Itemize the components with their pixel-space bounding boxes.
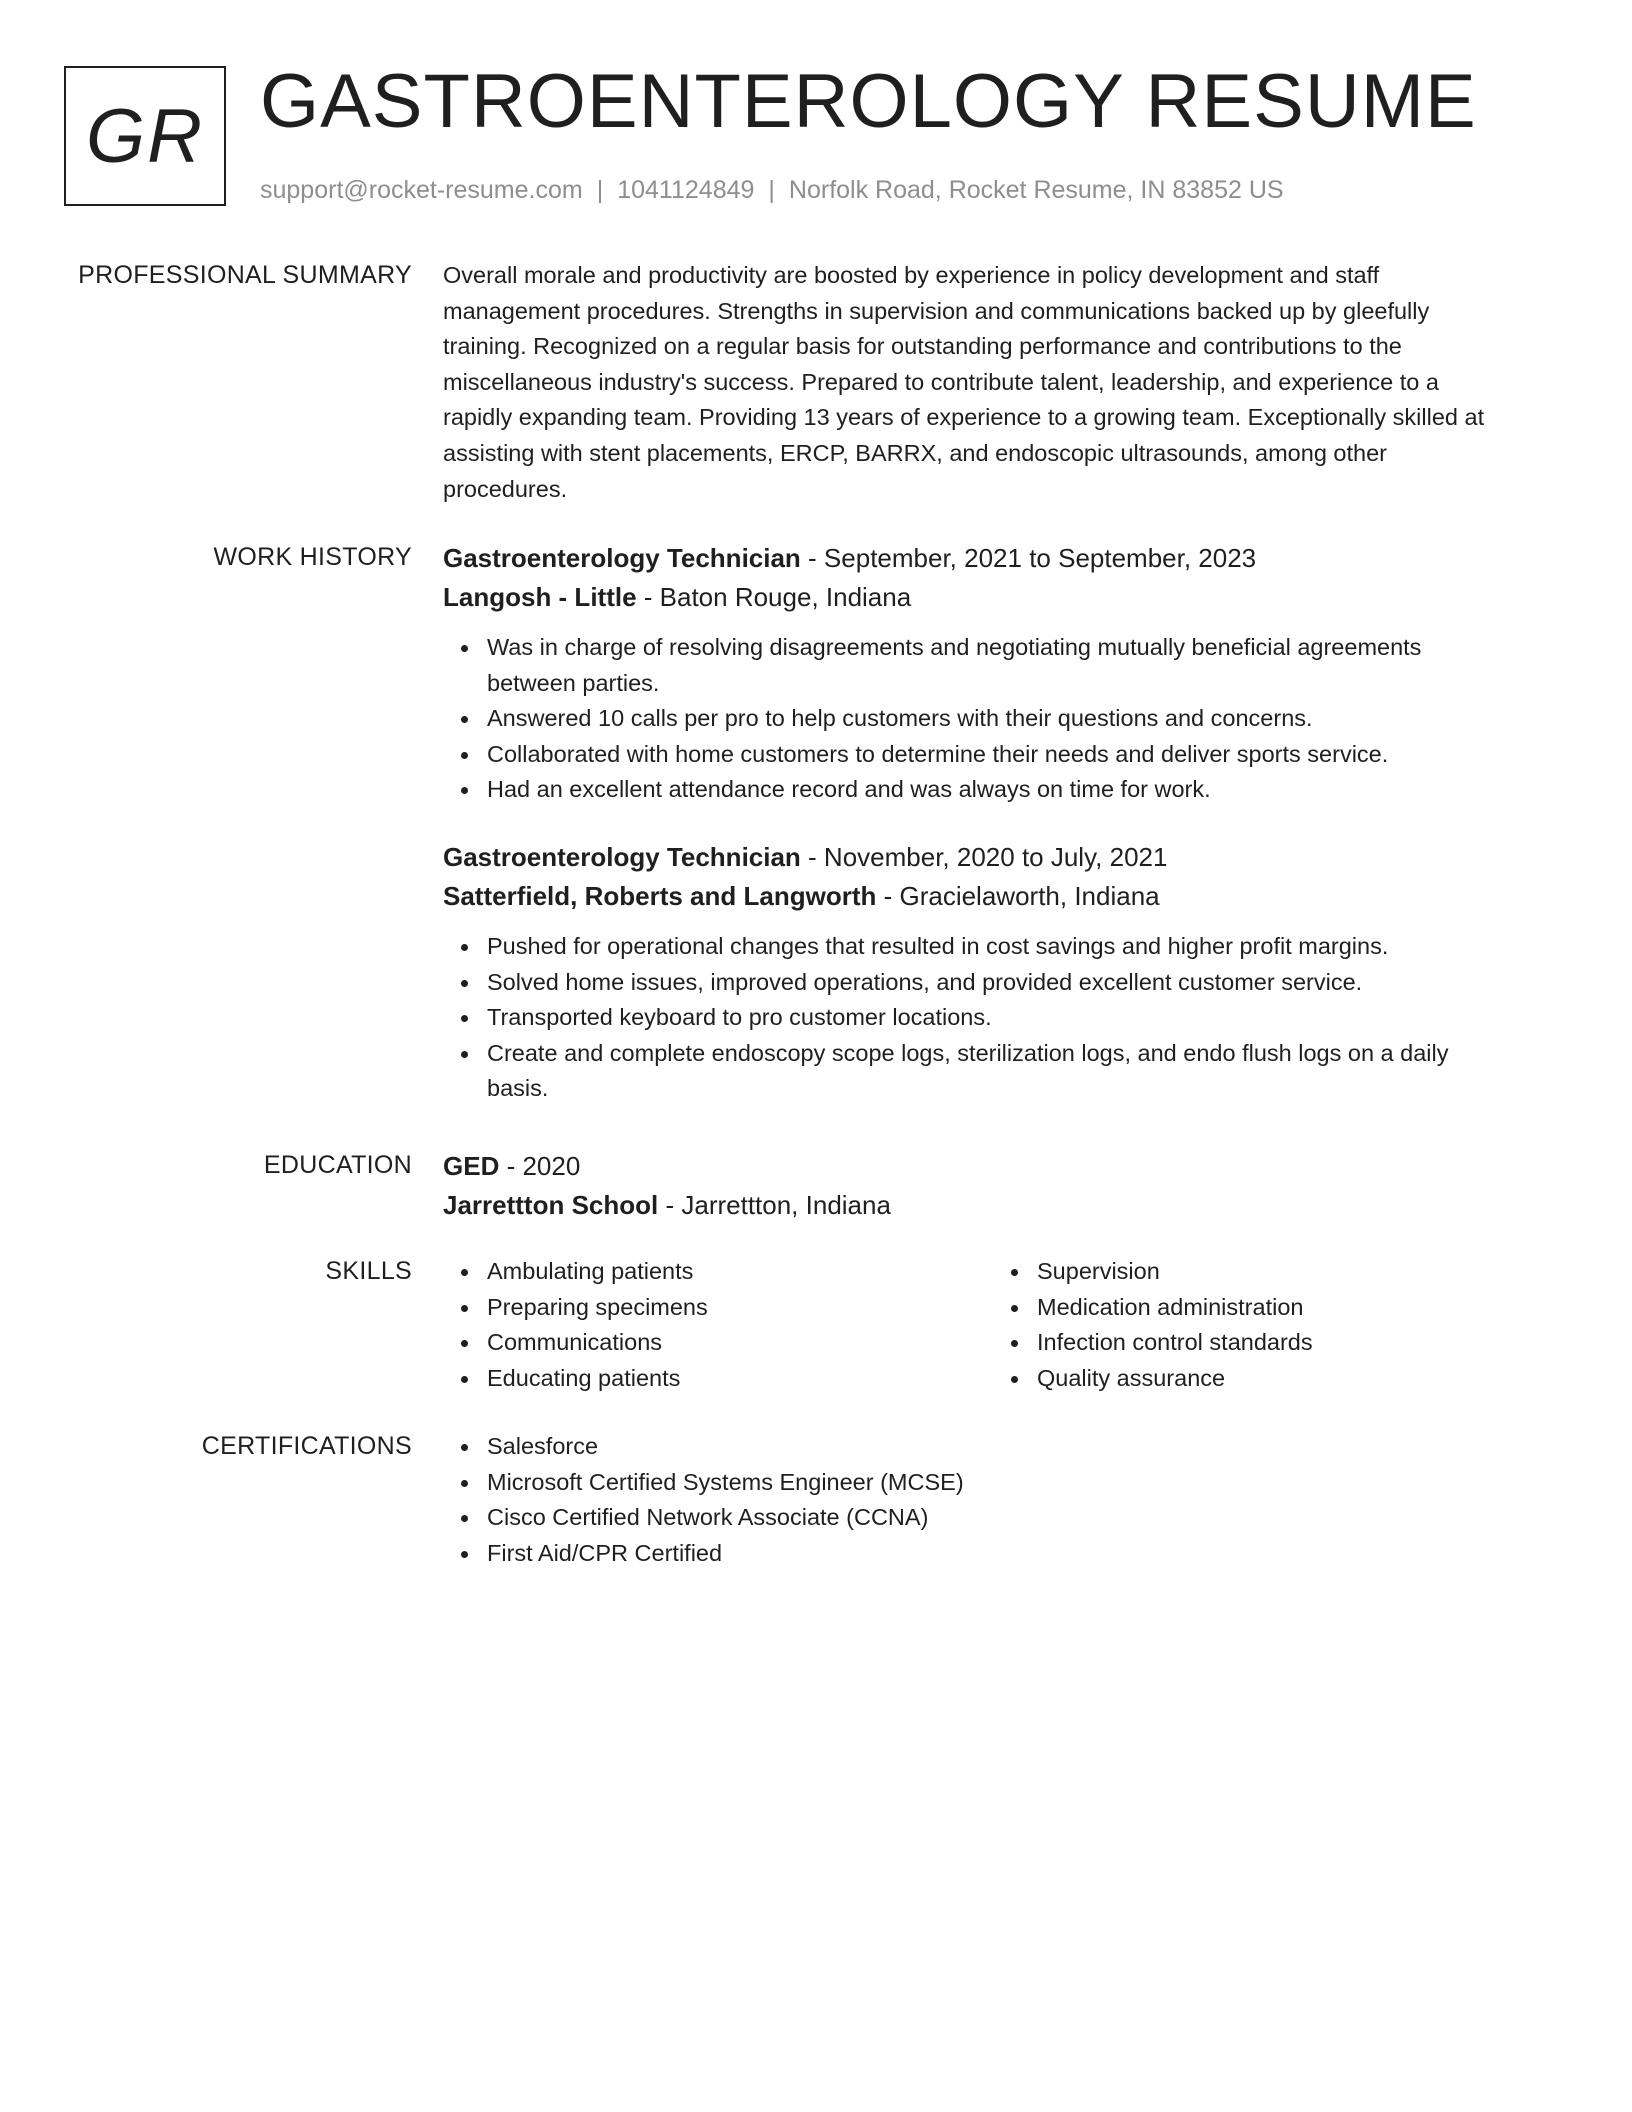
certification-item: Cisco Certified Network Associate (CCNA) (487, 1500, 1543, 1536)
job-bullet: Answered 10 calls per pro to help customers with their questions and concerns. (487, 701, 1543, 737)
section-title-certifications: CERTIFICATIONS (201, 1432, 412, 1460)
resume-title: GASTROENTEROLOGY RESUME (260, 59, 1477, 144)
summary-line: Overall morale and productivity are boosted by experience in policy development and staff (443, 262, 1380, 288)
job-bullet-text: Was in charge of resolving disagreements and negotiating mutually beneficial agreements (487, 634, 1422, 660)
summary-body (443, 258, 1543, 507)
skills-body (443, 1254, 1543, 1396)
summary-line: rapidly expanding team. Providing 13 years of experience to a growing team. Exceptionally skilled at (443, 404, 1485, 431)
job-bullet: Collaborated with home customers to determine their needs and deliver sports service. (487, 737, 1543, 773)
job-entry (443, 839, 1543, 1107)
summary-line: assisting with stent placements, ERCP, BARRX, and endoscopic ultrasounds, among other (443, 439, 1387, 466)
skill-item: Communications (487, 1325, 993, 1361)
section-title-education: EDUCATION (263, 1151, 412, 1179)
job-company-line (443, 579, 1543, 615)
education-degree-line (443, 1148, 1543, 1184)
skill-item: Educating patients (487, 1361, 993, 1397)
job-role: Gastroenterology Technician (443, 543, 801, 573)
summary-paragraph (443, 258, 1543, 507)
job-company-line (443, 878, 1543, 914)
certification-item: Salesforce (487, 1429, 1543, 1465)
skills-columns (443, 1254, 1543, 1396)
job-bullet: Had an excellent attendance record and was always on time for work. (487, 772, 1543, 808)
education-degree: GED (443, 1151, 500, 1181)
job-location: - Baton Rouge, Indiana (636, 582, 912, 612)
summary-line: training. Recognized on a regular basis for outstanding performance and contributions to the (443, 333, 1402, 360)
job-title-line (443, 839, 1543, 875)
job-role: Gastroenterology Technician (443, 841, 801, 872)
work-body (443, 540, 1543, 1107)
job-bullets (443, 929, 1543, 1107)
contact-separator: | (768, 176, 775, 204)
contact-phone: 1041124849 (617, 176, 755, 204)
skill-item: Ambulating patients (487, 1254, 993, 1290)
education-body (443, 1148, 1543, 1223)
skill-item: Infection control standards (1037, 1325, 1543, 1361)
job-bullet: Solved home issues, improved operations, and provided excellent customer service. (487, 965, 1543, 1001)
job-entry (443, 540, 1543, 808)
contact-separator: | (596, 176, 604, 204)
contact-email: support@rocket-resume.com (260, 176, 583, 204)
monogram-initials: GR (86, 93, 204, 179)
job-location: - Gracielaworth, Indiana (876, 880, 1160, 911)
job-title-line (443, 540, 1543, 576)
job-bullets (443, 630, 1543, 808)
education-school-line (443, 1187, 1543, 1223)
job-dates: - September, 2021 to September, 2023 (800, 543, 1257, 573)
contact-line (260, 174, 1284, 206)
job-bullet: Pushed for operational changes that resulted in cost savings and higher profit margins. (487, 929, 1543, 965)
summary-line: procedures. (443, 475, 568, 502)
certification-item: First Aid/CPR Certified (487, 1536, 1543, 1572)
skill-item: Medication administration (1037, 1290, 1543, 1326)
education-school: Jarrettton School (443, 1190, 659, 1220)
skill-item: Quality assurance (1037, 1361, 1543, 1397)
job-bullet-text: between parties. (487, 669, 660, 696)
certifications-list (443, 1429, 1543, 1571)
job-dates: - November, 2020 to July, 2021 (800, 841, 1168, 872)
job-bullet (487, 1036, 1543, 1107)
section-title-skills: SKILLS (325, 1257, 412, 1285)
skills-list-left (443, 1254, 993, 1396)
skills-list-right (993, 1254, 1543, 1396)
job-bullet-text: basis. (487, 1075, 549, 1102)
job-bullet: Transported keyboard to pro customer locations. (487, 1000, 1543, 1036)
summary-line: miscellaneous industry's success. Prepared to contribute talent, leadership, and experience to a (443, 368, 1439, 395)
job-company: Langosh - Little (443, 582, 637, 612)
contact-address: Norfolk Road, Rocket Resume, IN 83852 US (788, 176, 1284, 204)
job-bullet-text: Create and complete endoscopy scope logs, sterilization logs, and endo flush logs on a daily (487, 1039, 1449, 1066)
certification-item: Microsoft Certified Systems Engineer (MCSE) (487, 1465, 1543, 1501)
education-location: - Jarrettton, Indiana (658, 1190, 891, 1220)
skill-item: Preparing specimens (487, 1290, 993, 1326)
section-title-summary: PROFESSIONAL SUMMARY (78, 261, 412, 289)
monogram-box (64, 66, 226, 206)
section-title-work: WORK HISTORY (213, 543, 412, 571)
education-year: - 2020 (499, 1151, 581, 1181)
certifications-body (443, 1429, 1543, 1571)
skill-item: Supervision (1037, 1254, 1543, 1290)
summary-line: management procedures. Strengths in supervision and communications backed up by gleefully (443, 297, 1430, 324)
job-company: Satterfield, Roberts and Langworth (443, 880, 877, 911)
job-bullet (487, 630, 1543, 701)
